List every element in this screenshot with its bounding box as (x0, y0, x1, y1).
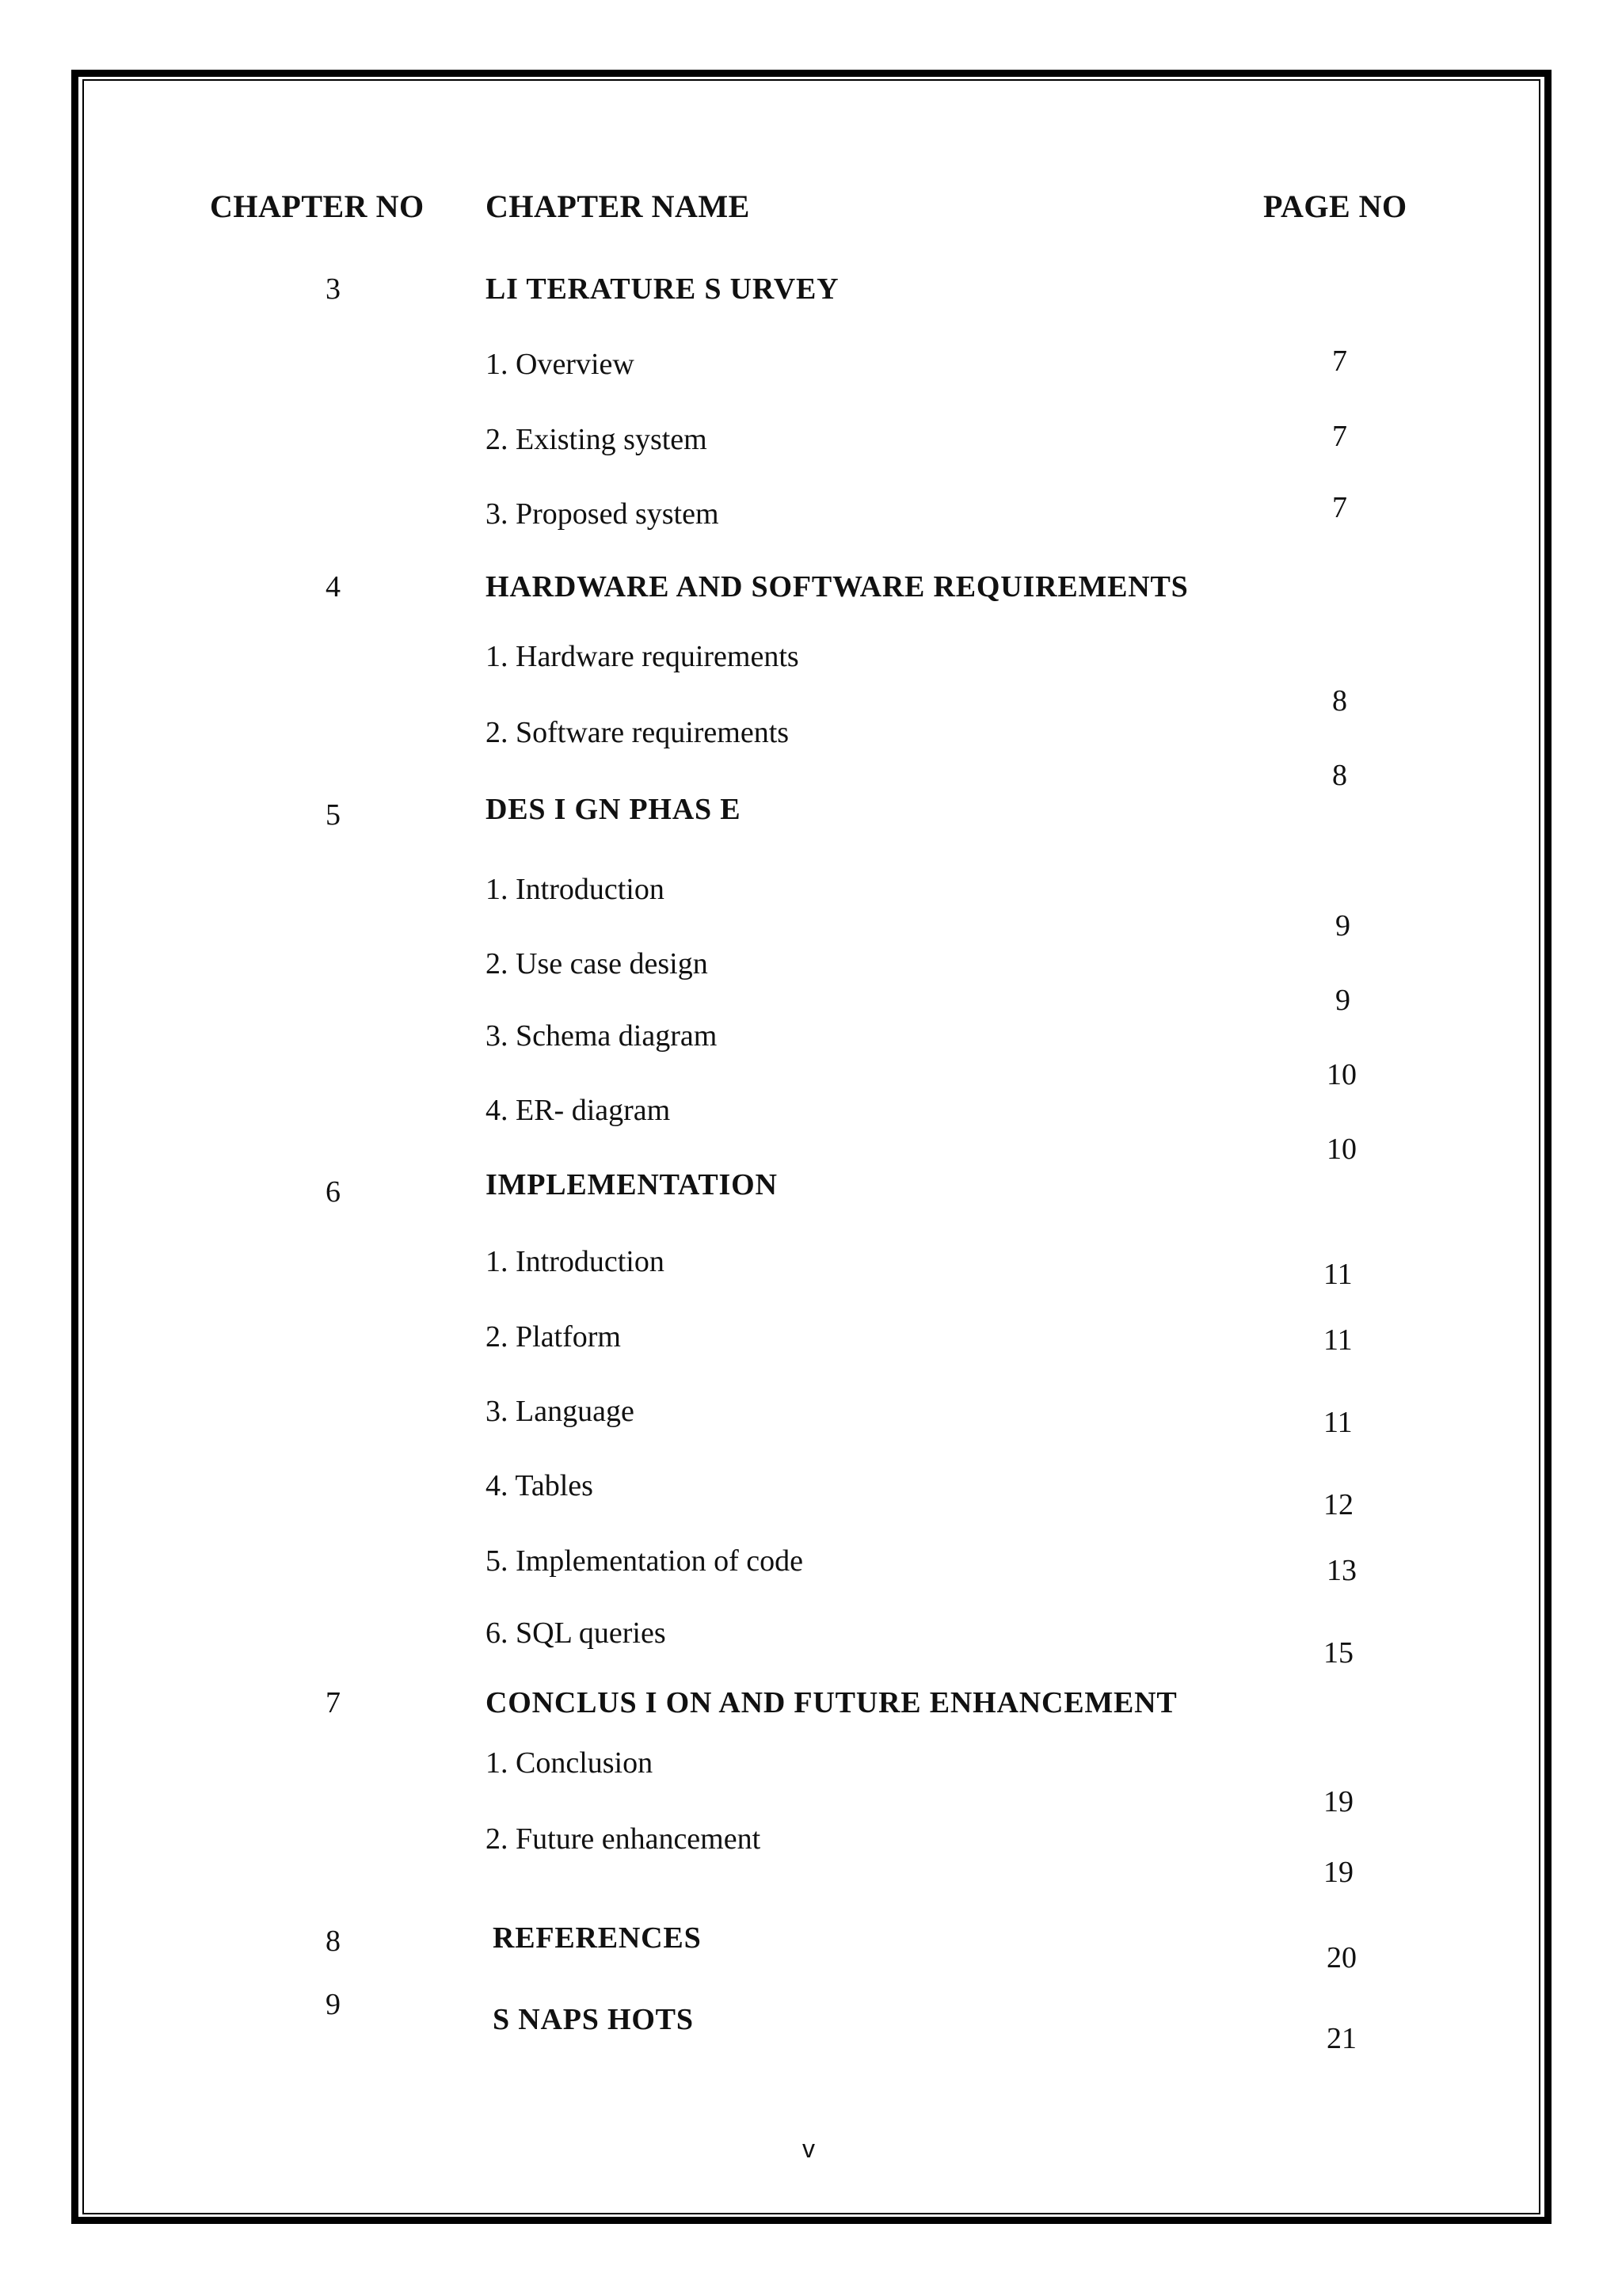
chapter-title: REFERENCES (493, 1921, 702, 1955)
chapter-number: 8 (326, 1925, 341, 1958)
page-number: 7 (1332, 491, 1347, 524)
section-item: 1. Introduction (485, 1245, 664, 1278)
page-number: 13 (1327, 1554, 1357, 1587)
section-item: 2. Future enhancement (485, 1822, 761, 1856)
page-number: 11 (1323, 1258, 1353, 1291)
section-item: 1. Conclusion (485, 1746, 653, 1780)
header-chapter-no: CHAPTER NO (210, 188, 425, 224)
chapter-title: DES I GN PHAS E (485, 793, 741, 826)
header-page-no: PAGE NO (1263, 188, 1407, 224)
section-item: 1. Hardware requirements (485, 640, 799, 673)
chapter-title: CONCLUS I ON AND FUTURE ENHANCEMENT (485, 1686, 1178, 1719)
chapter-number: 4 (326, 570, 341, 604)
chapter-title: HARDWARE AND SOFTWARE REQUIREMENTS (485, 570, 1189, 604)
page-number: 15 (1323, 1636, 1354, 1670)
page-number: 12 (1323, 1488, 1354, 1521)
chapter-number: 7 (326, 1686, 341, 1719)
chapter-title: IMPLEMENTATION (485, 1168, 778, 1201)
page-number: 21 (1327, 2022, 1357, 2055)
page-number: 20 (1327, 1941, 1357, 1974)
page-number: 10 (1327, 1058, 1357, 1091)
header-chapter-name: CHAPTER NAME (485, 188, 750, 224)
section-item: 3. Schema diagram (485, 1019, 718, 1053)
chapter-number: 9 (326, 1988, 341, 2021)
chapter-number: 6 (326, 1175, 341, 1209)
section-item: 6. SQL queries (485, 1616, 666, 1650)
section-item: 2. Platform (485, 1320, 621, 1354)
page-border-inner (82, 79, 1540, 2214)
section-item: 1. Introduction (485, 873, 664, 906)
page-number: 7 (1332, 345, 1347, 378)
chapter-number: 5 (326, 798, 341, 832)
section-item: 2. Use case design (485, 947, 708, 980)
page-number: 10 (1327, 1133, 1357, 1166)
page-number: 9 (1335, 984, 1350, 1017)
footer-page-number: v (802, 2134, 815, 2163)
section-item: 1. Overview (485, 348, 634, 381)
section-item: 4. Tables (485, 1469, 593, 1502)
page-number: 11 (1323, 1406, 1353, 1439)
section-item: 2. Software requirements (485, 716, 790, 749)
page-number: 8 (1332, 759, 1347, 792)
page-number: 7 (1332, 420, 1347, 453)
section-item: 3. Proposed system (485, 497, 719, 531)
page-number: 19 (1323, 1856, 1354, 1889)
section-item: 2. Existing system (485, 423, 707, 456)
page-number: 11 (1323, 1323, 1353, 1357)
section-item: 5. Implementation of code (485, 1544, 803, 1578)
section-item: 4. ER- diagram (485, 1094, 671, 1127)
chapter-number: 3 (326, 272, 341, 306)
page-number: 8 (1332, 684, 1347, 718)
chapter-title: LI TERATURE S URVEY (485, 272, 840, 306)
chapter-title: S NAPS HOTS (493, 2003, 694, 2036)
section-item: 3. Language (485, 1395, 634, 1428)
page-number: 19 (1323, 1785, 1354, 1818)
page-number: 9 (1335, 909, 1350, 942)
